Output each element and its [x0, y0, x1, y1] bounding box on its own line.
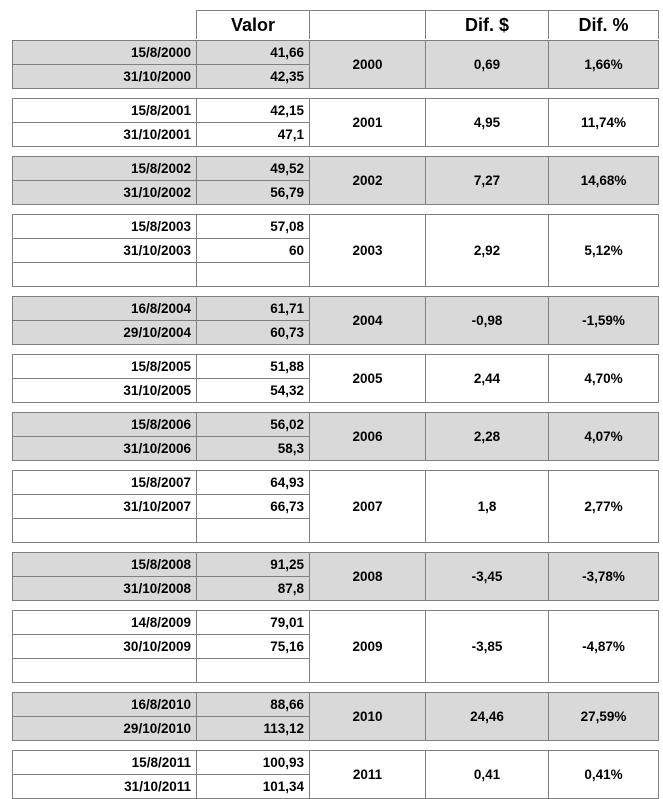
- dif-pct-cell: 27,59%: [548, 692, 659, 740]
- block-bottom-border: [12, 204, 659, 205]
- date-cell: 15/8/2006: [12, 412, 196, 436]
- value-cell: 75,16: [196, 634, 309, 658]
- year-cell: 2002: [309, 156, 425, 204]
- date-cell: 31/10/2011: [12, 774, 196, 798]
- value-cell: 88,66: [196, 692, 309, 716]
- dif-abs-cell: 4,95: [425, 98, 548, 146]
- block-bottom-border: [12, 460, 659, 461]
- year-cell: 2005: [309, 354, 425, 402]
- date-cell: 29/10/2004: [12, 320, 196, 344]
- block-bottom-border: [12, 286, 659, 287]
- dif-abs-cell: 0,41: [425, 750, 548, 798]
- empty-cell: [196, 262, 309, 286]
- value-cell: 42,35: [196, 64, 309, 88]
- value-cell: 51,88: [196, 354, 309, 378]
- block-bottom-border: [12, 682, 659, 683]
- block-bottom-border: [12, 402, 659, 403]
- value-cell: 58,3: [196, 436, 309, 460]
- date-cell: 31/10/2007: [12, 494, 196, 518]
- block-bottom-border: [12, 600, 659, 601]
- empty-cell: [196, 658, 309, 682]
- date-cell: 31/10/2003: [12, 238, 196, 262]
- block-bottom-border: [12, 146, 659, 147]
- dif-abs-cell: 2,44: [425, 354, 548, 402]
- dif-pct-cell: 0,41%: [548, 750, 659, 798]
- value-cell: 100,93: [196, 750, 309, 774]
- date-cell: 31/10/2000: [12, 64, 196, 88]
- date-cell: 15/8/2002: [12, 156, 196, 180]
- date-cell: 15/8/2003: [12, 214, 196, 238]
- dif-pct-cell: -3,78%: [548, 552, 659, 600]
- block-bottom-border: [12, 344, 659, 345]
- dif-pct-cell: 4,07%: [548, 412, 659, 460]
- date-cell: 15/8/2011: [12, 750, 196, 774]
- year-cell: 2004: [309, 296, 425, 344]
- dif-abs-cell: -3,45: [425, 552, 548, 600]
- value-cell: 56,79: [196, 180, 309, 204]
- dif-pct-cell: 4,70%: [548, 354, 659, 402]
- dif-pct-cell: 11,74%: [548, 98, 659, 146]
- value-cell: 101,34: [196, 774, 309, 798]
- year-cell: 2011: [309, 750, 425, 798]
- empty-cell: [196, 518, 309, 542]
- year-cell: 2009: [309, 610, 425, 682]
- value-cell: 61,71: [196, 296, 309, 320]
- date-cell: 31/10/2002: [12, 180, 196, 204]
- date-cell: 16/8/2004: [12, 296, 196, 320]
- value-cell: 113,12: [196, 716, 309, 740]
- header-year-cell: [309, 10, 425, 39]
- year-cell: 2000: [309, 40, 425, 88]
- value-cell: 49,52: [196, 156, 309, 180]
- dif-abs-cell: -3,85: [425, 610, 548, 682]
- dif-pct-cell: 2,77%: [548, 470, 659, 542]
- value-cell: 60,73: [196, 320, 309, 344]
- date-cell: 15/8/2001: [12, 98, 196, 122]
- empty-cell: [12, 262, 196, 286]
- value-cell: 41,66: [196, 40, 309, 64]
- empty-cell: [12, 658, 196, 682]
- dif-pct-cell: -1,59%: [548, 296, 659, 344]
- date-cell: 31/10/2006: [12, 436, 196, 460]
- value-cell: 79,01: [196, 610, 309, 634]
- block-bottom-border: [12, 542, 659, 543]
- value-cell: 87,8: [196, 576, 309, 600]
- value-cell: 91,25: [196, 552, 309, 576]
- dif-abs-cell: -0,98: [425, 296, 548, 344]
- block-bottom-border: [12, 88, 659, 89]
- value-cell: 57,08: [196, 214, 309, 238]
- date-cell: 15/8/2008: [12, 552, 196, 576]
- empty-cell: [12, 518, 196, 542]
- value-cell: 47,1: [196, 122, 309, 146]
- date-cell: 29/10/2010: [12, 716, 196, 740]
- block-bottom-border: [12, 740, 659, 741]
- date-cell: 30/10/2009: [12, 634, 196, 658]
- header-dif-pct-cell: Dif. %: [548, 10, 659, 39]
- dif-pct-cell: 5,12%: [548, 214, 659, 286]
- dif-abs-cell: 2,92: [425, 214, 548, 286]
- dif-abs-cell: 2,28: [425, 412, 548, 460]
- date-cell: 15/8/2007: [12, 470, 196, 494]
- date-cell: 31/10/2008: [12, 576, 196, 600]
- value-cell: 66,73: [196, 494, 309, 518]
- header-dif-abs-cell: Dif. $: [425, 10, 548, 39]
- dif-abs-cell: 1,8: [425, 470, 548, 542]
- date-cell: 31/10/2001: [12, 122, 196, 146]
- value-cell: 42,15: [196, 98, 309, 122]
- dif-pct-cell: 14,68%: [548, 156, 659, 204]
- date-cell: 15/8/2000: [12, 40, 196, 64]
- value-cell: 64,93: [196, 470, 309, 494]
- year-cell: 2007: [309, 470, 425, 542]
- year-cell: 2010: [309, 692, 425, 740]
- dif-pct-cell: 1,66%: [548, 40, 659, 88]
- year-cell: 2008: [309, 552, 425, 600]
- date-cell: 14/8/2009: [12, 610, 196, 634]
- dif-pct-cell: -4,87%: [548, 610, 659, 682]
- header-valor-cell: Valor: [196, 10, 309, 39]
- dif-abs-cell: 7,27: [425, 156, 548, 204]
- year-cell: 2006: [309, 412, 425, 460]
- year-cell: 2001: [309, 98, 425, 146]
- dif-abs-cell: 0,69: [425, 40, 548, 88]
- value-cell: 54,32: [196, 378, 309, 402]
- dif-abs-cell: 24,46: [425, 692, 548, 740]
- value-cell: 56,02: [196, 412, 309, 436]
- date-cell: 16/8/2010: [12, 692, 196, 716]
- date-cell: 15/8/2005: [12, 354, 196, 378]
- date-cell: 31/10/2005: [12, 378, 196, 402]
- year-cell: 2003: [309, 214, 425, 286]
- value-cell: 60: [196, 238, 309, 262]
